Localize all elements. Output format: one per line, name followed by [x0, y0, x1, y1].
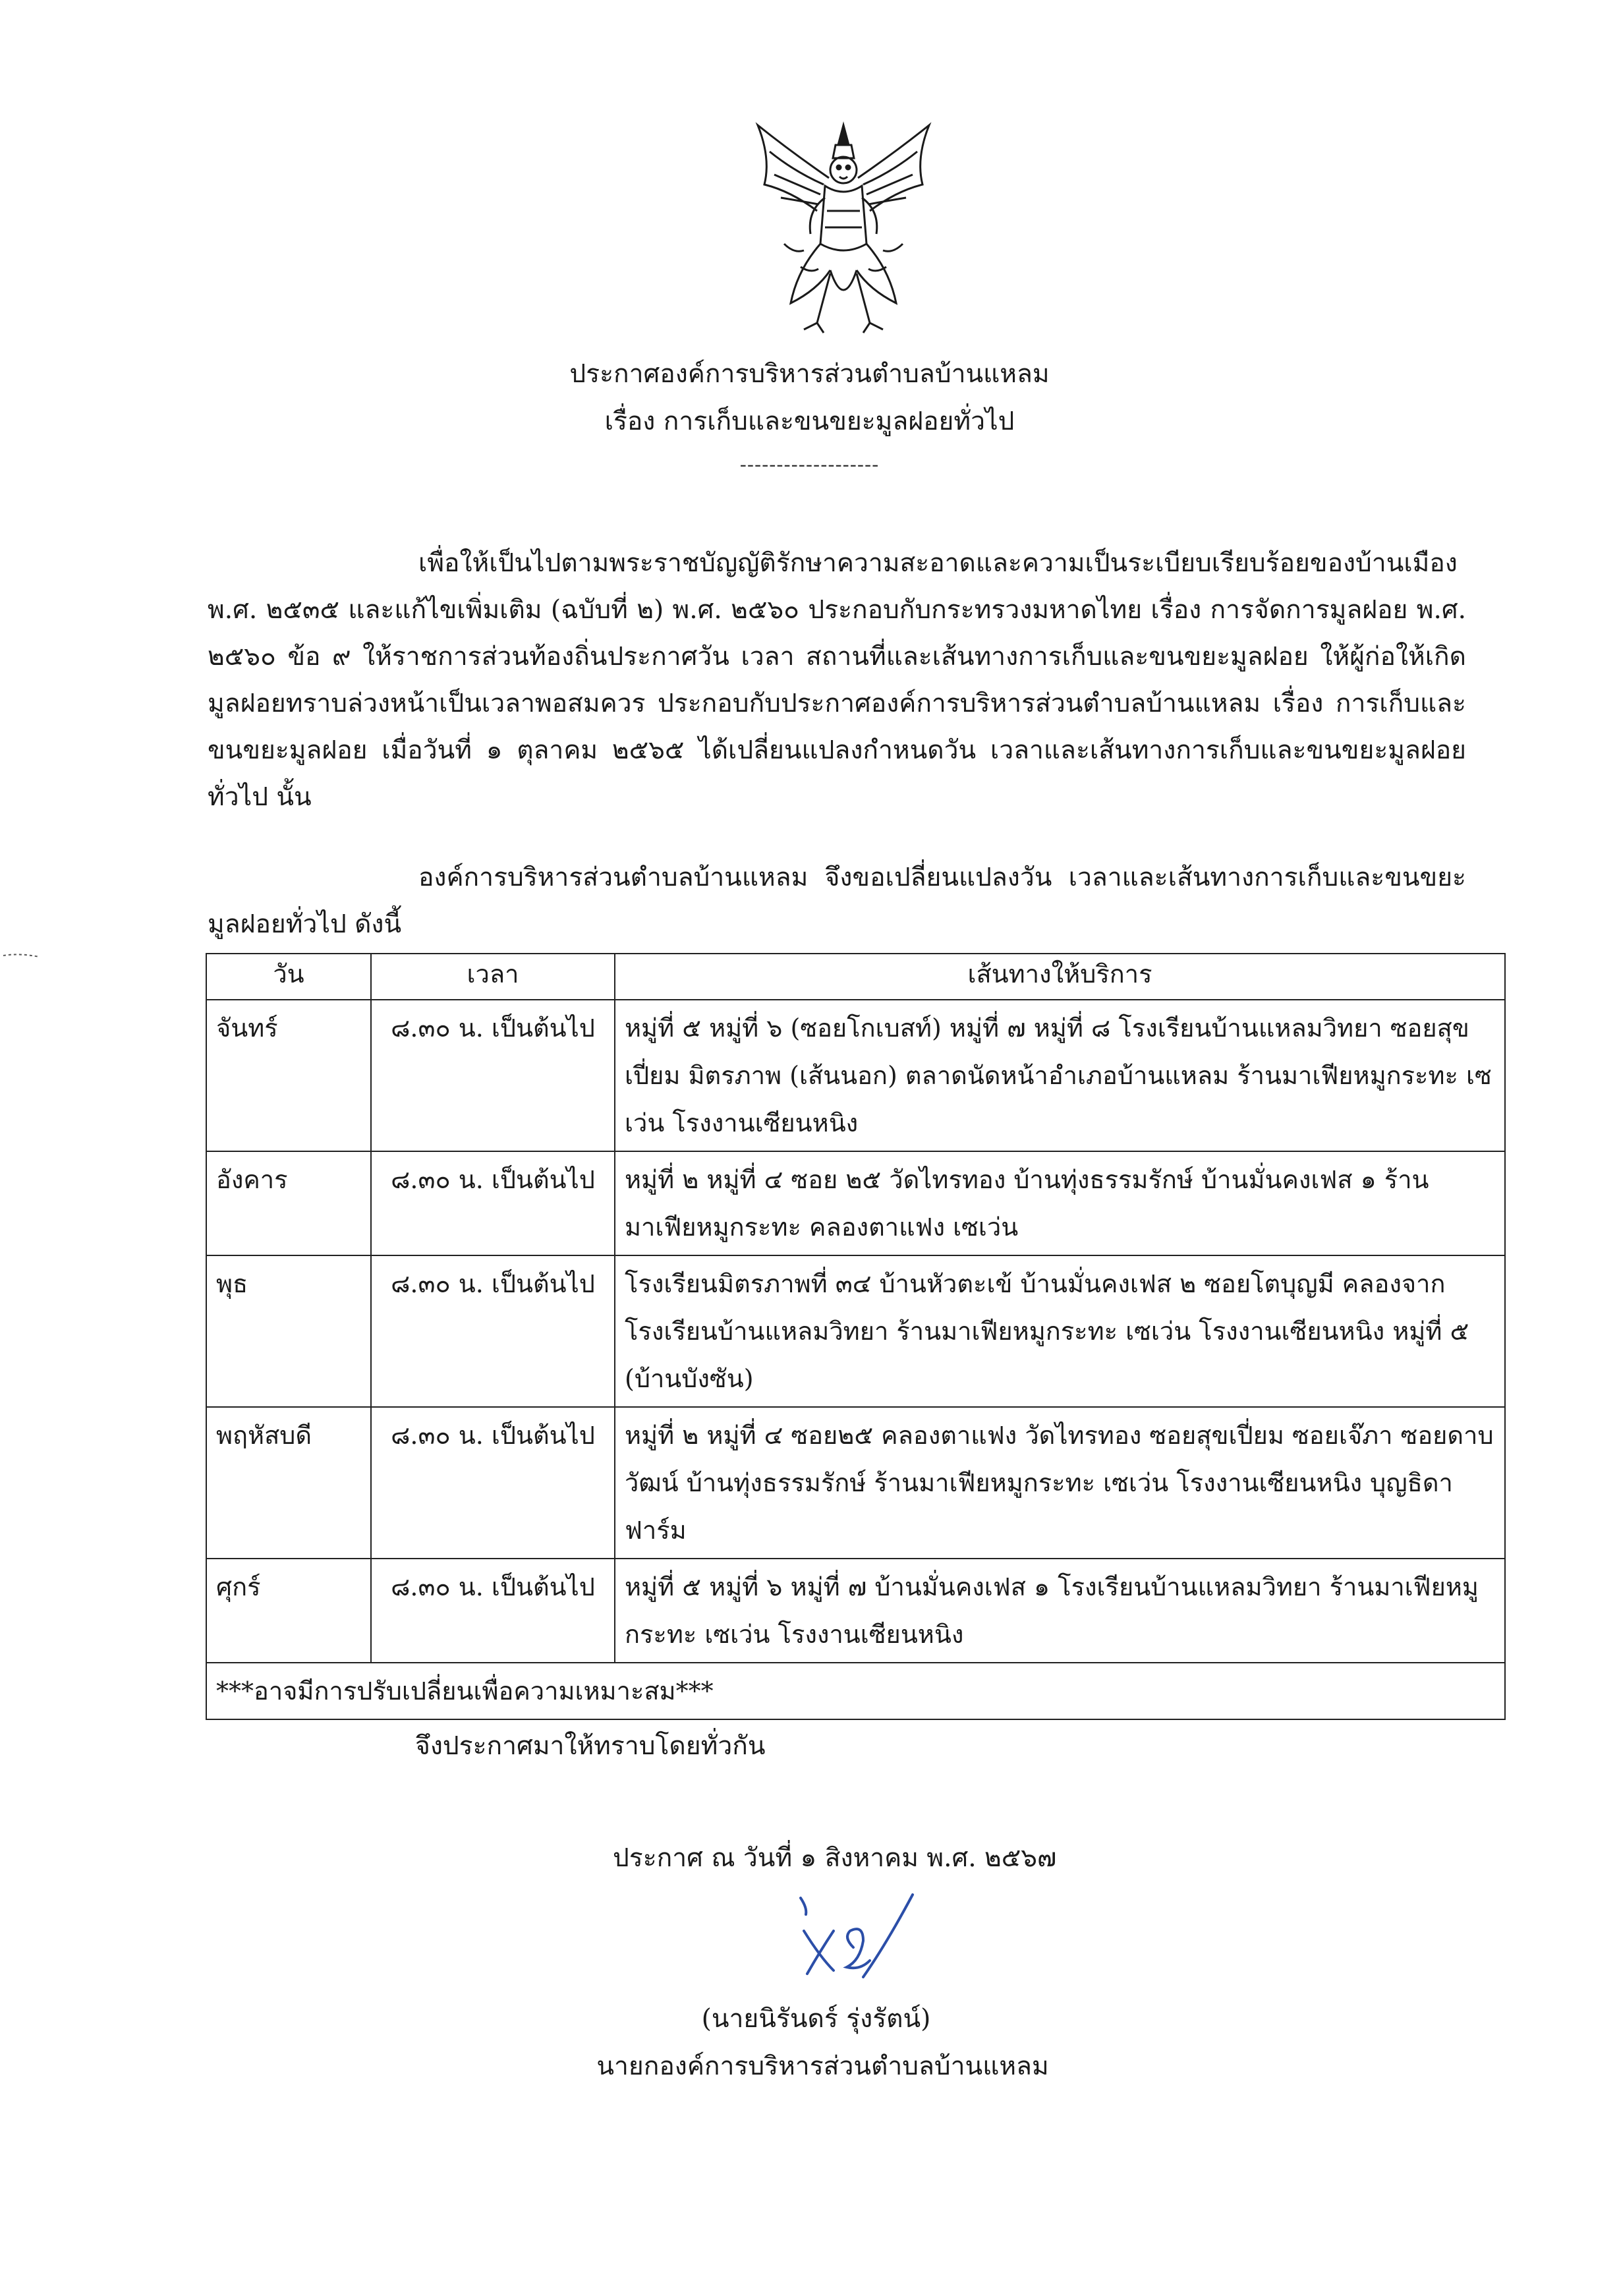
table-row	[206, 1255, 1505, 1407]
cell-time: ๘.๓๐ น. เป็นต้นไป	[371, 1151, 615, 1255]
cell-day: อังคาร	[206, 1151, 371, 1255]
header-day: วัน	[206, 954, 371, 1000]
body-paragraph-1: เพื่อให้เป็นไปตามพระราชบัญญัติรักษาความสะอาดและความเป็นระเบียบเรียบร้อยของบ้านเมือง พ.ศ. ๒๕๓๕ และแก้ไขเพิ่มเติม (ฉบับที่ ๒) พ.ศ. ๒๕๖๐ ประกอบกับกระทรวงมหาดไทย เรื่อง การจัดการมูลฝอย พ.ศ. ๒๕๖๐ ข้อ ๙ ให้ราชการส่วนท้องถิ่นประกาศวัน เวลา สถานที่และเส้นทางการเก็บและขนขยะมูลฝอย ให้ผู้ก่อให้เกิดมูลฝอยทราบล่วงหน้าเป็นเวลาพอสมควร ประกอบกับประกาศองค์การบริหารส่วนตำบลบ้านแหลม เรื่อง การเก็บและขนขยะมูลฝอย เมื่อวันที่ ๑ ตุลาคม ๒๕๖๕ ได้เปลี่ยนแปลงกำหนดวัน เวลาและเส้นทางการเก็บและขนขยะมูลฝอยทั่วไป นั้น	[208, 548, 1466, 812]
signatory-position: นายกองค์การบริหารส่วนตำบลบ้านแหลม	[596, 2052, 1049, 2081]
cell-time: ๘.๓๐ น. เป็นต้นไป	[371, 1255, 615, 1407]
garuda-emblem-icon	[745, 112, 942, 349]
cell-route: หมู่ที่ ๕ หมู่ที่ ๖ หมู่ที่ ๗ บ้านมั่นคงเฟส ๑ โรงเรียนบ้านแหลมวิทยา ร้านมาเฟียหมูกระทะ เซเว่น โรงงานเซียนหนิง	[615, 1559, 1505, 1663]
title-divider: -------------------	[739, 453, 880, 476]
collection-schedule-table	[206, 953, 1506, 1720]
header-time: เวลา	[371, 954, 615, 1000]
table-row	[206, 1000, 1505, 1151]
announcement-subject: เรื่อง การเก็บและขนขยะมูลฝอยทั่วไป	[604, 407, 1015, 436]
table-row	[206, 1559, 1505, 1663]
cell-day: พุธ	[206, 1255, 371, 1407]
table-row	[206, 1151, 1505, 1255]
announcement-title: ประกาศองค์การบริหารส่วนตำบลบ้านแหลม	[569, 359, 1050, 389]
table-header-row	[206, 954, 1505, 1000]
cell-route: หมู่ที่ ๒ หมู่ที่ ๔ ซอย๒๕ คลองตาแฟง วัดไทรทอง ซอยสุขเปี่ยม ซอยเจ๊ภา ซอยดาบวัฒน์ บ้านทุ่งธรรมรักษ์ ร้านมาเฟียหมูกระทะ เซเว่น โรงงานเซียนหนิง บุญธิดาฟาร์ม	[615, 1407, 1505, 1559]
scan-mark-icon	[0, 949, 53, 962]
cell-route: หมู่ที่ ๒ หมู่ที่ ๔ ซอย ๒๕ วัดไทรทอง บ้านทุ่งธรรมรักษ์ บ้านมั่นคงเฟส ๑ ร้านมาเฟียหมูกระทะ คลองตาแฟง เซเว่น	[615, 1151, 1505, 1255]
table-note: ***อาจมีการปรับเปลี่ยนเพื่อความเหมาะสม***	[206, 1663, 1505, 1719]
cell-route: หมู่ที่ ๕ หมู่ที่ ๖ (ซอยโกเบสท์) หมู่ที่ ๗ หมู่ที่ ๘ โรงเรียนบ้านแหลมวิทยา ซอยสุขเปี่ยม มิตรภาพ (เส้นนอก) ตลาดนัดหน้าอำเภอบ้านแหลม ร้านมาเฟียหมูกระทะ เซเว่น โรงงานเซียนหนิง	[615, 1000, 1505, 1151]
cell-day: จันทร์	[206, 1000, 371, 1151]
cell-time: ๘.๓๐ น. เป็นต้นไป	[371, 1000, 615, 1151]
handwritten-signature-icon	[781, 1885, 939, 1984]
table-note-row	[206, 1663, 1505, 1719]
cell-route: โรงเรียนมิตรภาพที่ ๓๔ บ้านหัวตะเข้ บ้านมั่นคงเฟส ๒ ซอยโตบุญมี คลองจาก โรงเรียนบ้านแหลมวิทยา ร้านมาเฟียหมูกระทะ เซเว่น โรงงานเซียนหนิง หมู่ที่ ๕ (บ้านบังซัน)	[615, 1255, 1505, 1407]
header-route: เส้นทางให้บริการ	[615, 954, 1505, 1000]
cell-day: ศุกร์	[206, 1559, 371, 1663]
closing-statement: จึงประกาศมาให้ทราบโดยทั่วกัน	[415, 1731, 766, 1761]
cell-day: พฤหัสบดี	[206, 1407, 371, 1559]
cell-time: ๘.๓๐ น. เป็นต้นไป	[371, 1407, 615, 1559]
table-row	[206, 1407, 1505, 1559]
body-paragraph-2: องค์การบริหารส่วนตำบลบ้านแหลม จึงขอเปลี่ยนแปลงวัน เวลาและเส้นทางการเก็บและขนขยะมูลฝอยทั่วไป ดังนี้	[208, 863, 1466, 939]
announcement-date: ประกาศ ณ วันที่ ๑ สิงหาคม พ.ศ. ๒๕๖๗	[613, 1843, 1057, 1873]
cell-time: ๘.๓๐ น. เป็นต้นไป	[371, 1559, 615, 1663]
signatory-name: (นายนิรันดร์ รุ่งรัตน์)	[701, 2004, 931, 2034]
